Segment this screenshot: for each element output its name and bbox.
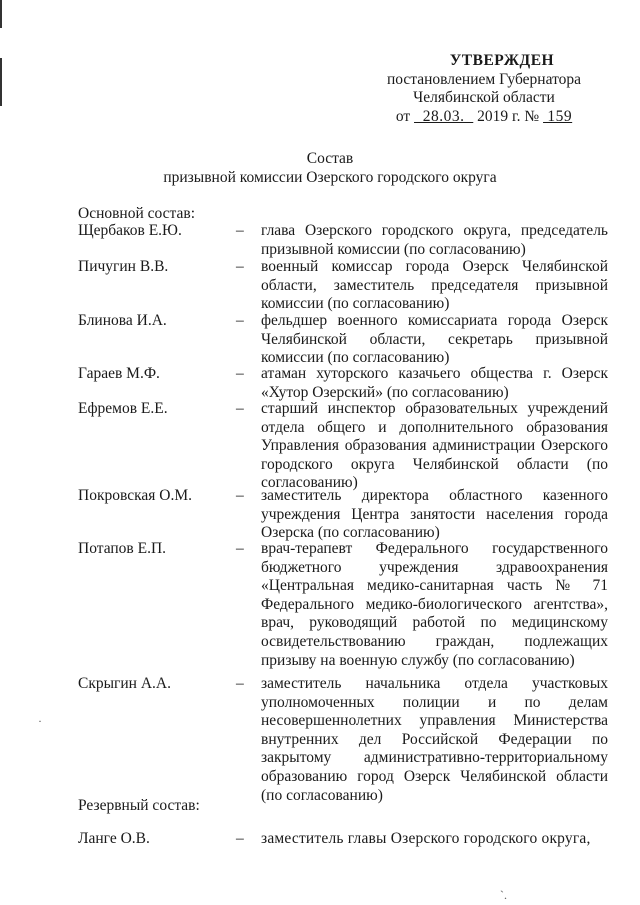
- member-role: врач-терапевт Федерального государственного бюджетного учреждения здравоохранения «Центральная медико-санитарная часть № 71 Федерального медико-биологического агентства», врач, руководящий работой по медицинскому освидетельствованию граждан, подлежащих призыву на военную службу (по согласованию): [261, 540, 608, 669]
- year-suffix: 2019 г. №: [477, 107, 540, 125]
- member-dash: –: [236, 222, 244, 239]
- member-dash: –: [236, 830, 244, 847]
- main-composition-label: Основной состав:: [78, 205, 196, 222]
- member-dash: –: [236, 540, 244, 557]
- member-role: заместитель начальника отдела участковых уполномоченных полиции и по делам несовершеннолетних управления Министерства внутренних дел Российской Федерации по закрытому административно-территориальному образованию город Озерск Челябинской области (по согласованию): [261, 675, 608, 804]
- scan-edge-mark-top: [0, 0, 2, 28]
- member-role: заместитель главы Озерского городского округа,: [261, 830, 591, 847]
- scan-speck: ·: [38, 714, 42, 728]
- member-name: Ефремов Е.Е.: [78, 400, 168, 417]
- member-role: фельдшер военного комиссариата города Озерск Челябинской области, секретарь призывной комиссии (по согласованию): [261, 312, 608, 367]
- heading-line-1: Состав: [306, 150, 354, 167]
- document-heading: [0, 150, 640, 187]
- heading-line-2: призывной комиссии Озерского городского округа: [163, 168, 497, 186]
- member-name: Блинова И.А.: [78, 312, 167, 329]
- member-role: глава Озерского городского округа, председатель призывной комиссии (по согласованию): [261, 222, 608, 258]
- member-dash: –: [236, 400, 244, 417]
- member-name: Щербаков Е.Ю.: [78, 222, 182, 239]
- member-name: Покровская О.М.: [78, 487, 192, 504]
- member-name: Гараев М.Ф.: [78, 365, 160, 382]
- decree-number: 159: [543, 107, 573, 125]
- decree-date: 28.03.: [414, 107, 474, 125]
- member-name: Потапов Е.П.: [78, 540, 167, 557]
- member-role: старший инспектор образовательных учреждений отдела общего и дополнительного образования Управления образования администрации Озерского городского округа Челябинской области (по согласованию): [261, 400, 608, 492]
- approval-title: УТВЕРЖДЕН: [449, 52, 555, 69]
- member-dash: –: [236, 258, 244, 275]
- reserve-composition-label: Резервный состав:: [78, 797, 200, 814]
- member-name: Пичугин В.В.: [78, 258, 169, 275]
- member-dash: –: [236, 312, 244, 329]
- member-name: Скрыгин А.А.: [78, 675, 171, 692]
- approval-date-line: [384, 108, 584, 127]
- member-role: заместитель директора областного казенного учреждения Центра занятости населения города Озерска (по согласованию): [261, 487, 608, 542]
- member-role: военный комиссар города Озерск Челябинской области, заместитель председателя призывной комиссии (по согласованию): [261, 258, 608, 313]
- approval-stamp-block: [384, 52, 584, 126]
- scan-edge-mark-mid: [0, 58, 2, 106]
- member-dash: –: [236, 487, 244, 504]
- date-prefix: от: [395, 107, 411, 125]
- member-dash: –: [236, 675, 244, 692]
- approval-line-1: постановлением Губернатора: [386, 70, 582, 88]
- member-name: Ланге О.В.: [78, 830, 150, 847]
- member-role: атаман хуторского казачьего общества г. Озерск «Хутор Озерский» (по согласованию): [261, 365, 608, 401]
- scan-speck: `.: [500, 888, 507, 902]
- member-dash: –: [236, 365, 244, 382]
- approval-line-2: Челябинской области: [413, 89, 555, 107]
